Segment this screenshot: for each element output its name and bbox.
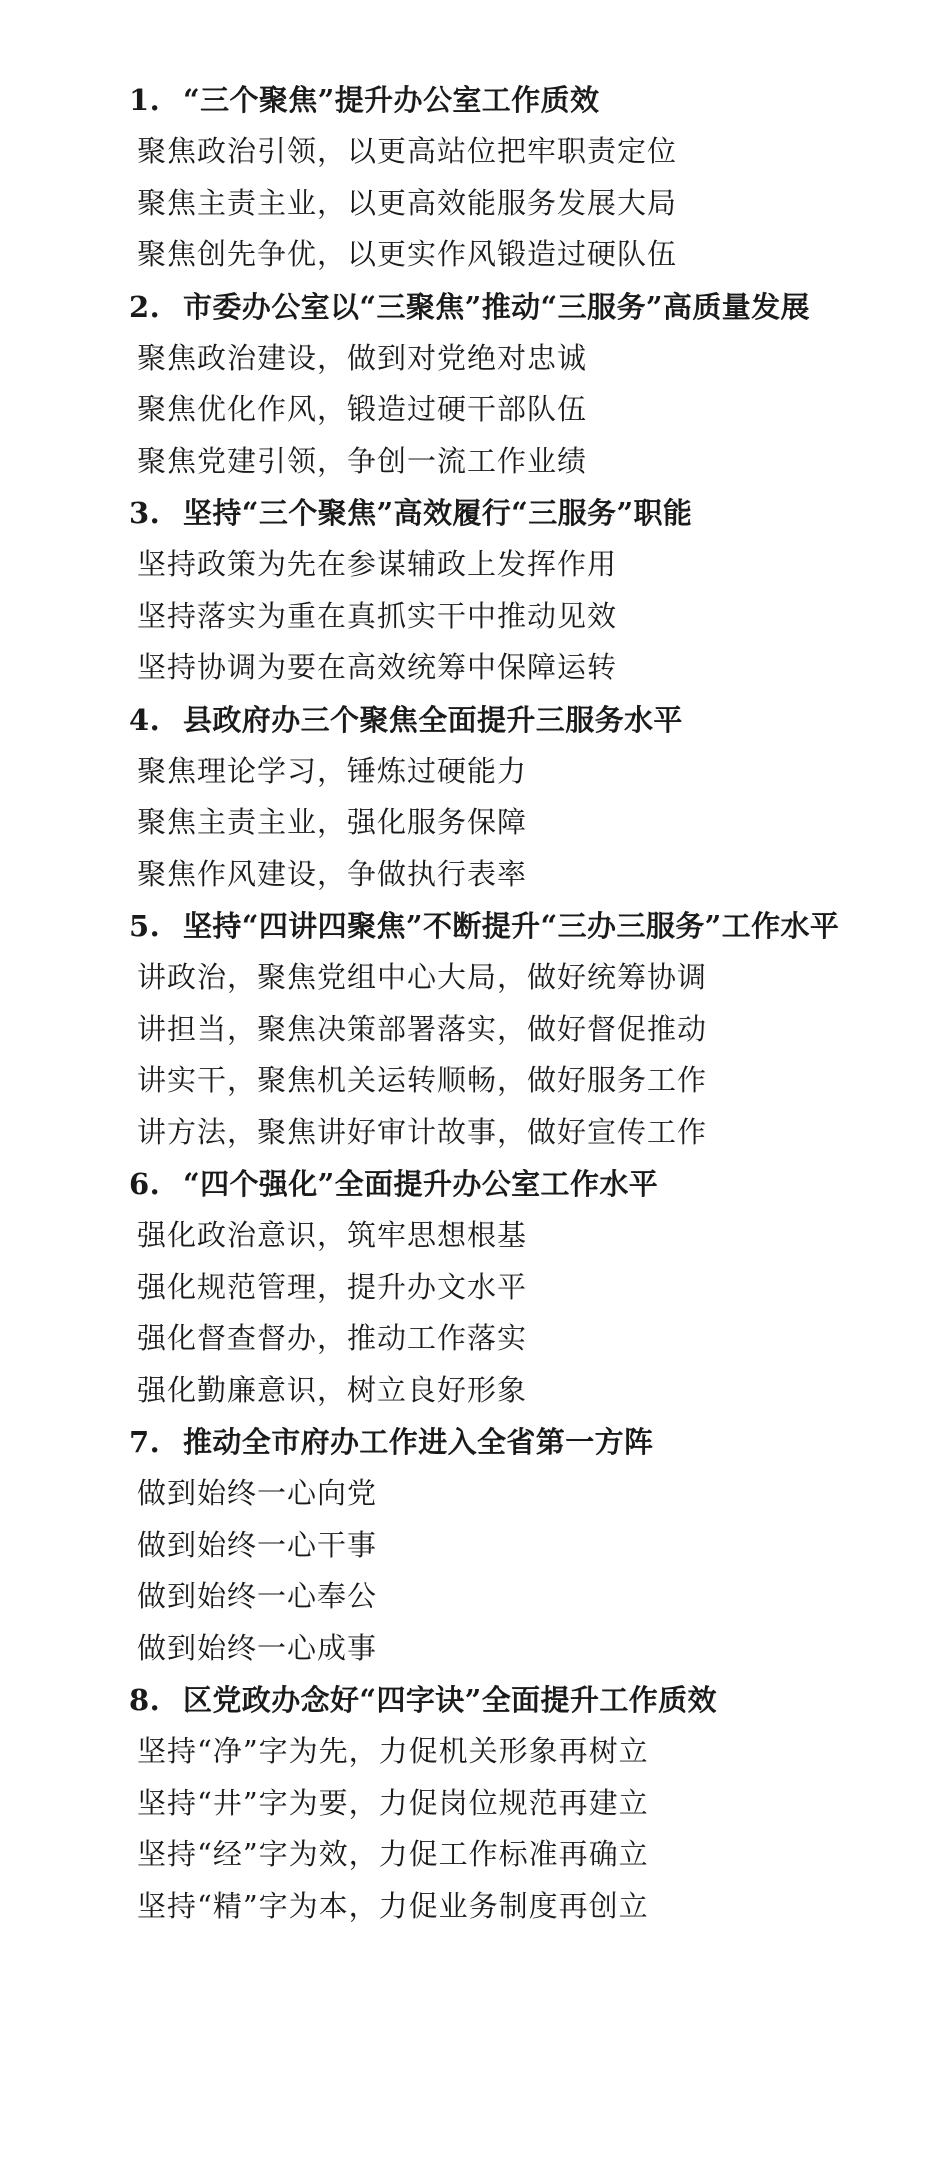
section-item: 聚焦优化作风，锻造过硬干部队伍 <box>137 392 588 426</box>
section-number: 7. <box>129 1425 161 1459</box>
section-item: 坚持“净”字为先，力促机关形象再树立 <box>137 1734 649 1768</box>
section-item: 强化政治意识，筑牢思想根基 <box>137 1218 528 1252</box>
section-item: 坚持协调为要在高效统筹中保障运转 <box>137 650 618 684</box>
section-number: 2. <box>129 289 161 324</box>
section-title: “三个聚焦”提升办公室工作质效 <box>183 83 600 117</box>
section-item: 坚持“精”字为本，力促业务制度再创立 <box>137 1888 649 1923</box>
section-item: 强化勤廉意识，树立良好形象 <box>137 1372 528 1407</box>
section-item: 聚焦主责主业，以更高效能服务发展大局 <box>137 185 678 220</box>
section-heading <box>75 74 895 126</box>
document-body <box>75 74 895 1932</box>
section-item: 讲担当，聚焦决策部署落实，做好督促推动 <box>137 1011 708 1046</box>
section-number: 5. <box>129 909 161 943</box>
section-item: 讲实干，聚焦机关运转顺畅，做好服务工作 <box>137 1063 708 1097</box>
section-item: 聚焦党建引领，争创一流工作业绩 <box>137 443 588 478</box>
section-heading <box>75 281 895 333</box>
section-item: 做到始终一心向党 <box>137 1476 378 1510</box>
section-title: 坚持“四讲四聚焦”不断提升“三办三服务”工作水平 <box>183 909 840 943</box>
section-heading <box>75 900 895 952</box>
section-heading <box>75 1416 895 1468</box>
section-title: 市委办公室以“三聚焦”推动“三服务”高质量发展 <box>183 289 810 324</box>
section-title: 区党政办念好“四字诀”全面提升工作质效 <box>183 1683 717 1717</box>
section-number: 6. <box>129 1167 161 1201</box>
section-heading <box>75 1158 895 1210</box>
section-title: 坚持“三个聚焦”高效履行“三服务”职能 <box>183 496 693 530</box>
section-heading <box>75 487 895 539</box>
section-number: 8. <box>129 1683 161 1717</box>
section-item: 聚焦主责主业，强化服务保障 <box>137 805 528 839</box>
section-item: 做到始终一心成事 <box>137 1630 378 1665</box>
section-item: 强化督查督办，推动工作落实 <box>137 1321 528 1355</box>
section-heading <box>75 1674 895 1726</box>
section-title: “四个强化”全面提升办公室工作水平 <box>183 1167 659 1201</box>
section-item: 强化规范管理，提升办文水平 <box>137 1269 528 1304</box>
section-item: 聚焦政治建设，做到对党绝对忠诚 <box>137 340 588 375</box>
section-item: 坚持政策为先在参谋辅政上发挥作用 <box>137 547 618 581</box>
section-item: 聚焦创先争优，以更实作风锻造过硬队伍 <box>137 237 678 271</box>
section-item: 坚持落实为重在真抓实干中推动见效 <box>137 598 618 633</box>
section-number: 4. <box>129 702 161 737</box>
section-item: 聚焦作风建设，争做执行表率 <box>137 856 528 891</box>
section-item: 聚焦政治引领，以更高站位把牢职责定位 <box>137 134 678 168</box>
section-heading <box>75 694 895 746</box>
section-item: 聚焦理论学习，锤炼过硬能力 <box>137 753 528 788</box>
section-number: 3. <box>129 496 161 530</box>
section-title: 县政府办三个聚焦全面提升三服务水平 <box>183 702 683 737</box>
section-item: 讲方法，聚焦讲好审计故事，做好宣传工作 <box>137 1114 708 1149</box>
section-item: 做到始终一心奉公 <box>137 1579 378 1613</box>
section-item: 坚持“经”字为效，力促工作标准再确立 <box>137 1837 649 1871</box>
section-title: 推动全市府办工作进入全省第一方阵 <box>183 1425 654 1459</box>
section-number: 1. <box>129 83 161 117</box>
section-item: 坚持“井”字为要，力促岗位规范再建立 <box>137 1785 649 1820</box>
section-item: 讲政治，聚焦党组中心大局，做好统筹协调 <box>137 960 708 994</box>
section-item: 做到始终一心干事 <box>137 1527 378 1562</box>
